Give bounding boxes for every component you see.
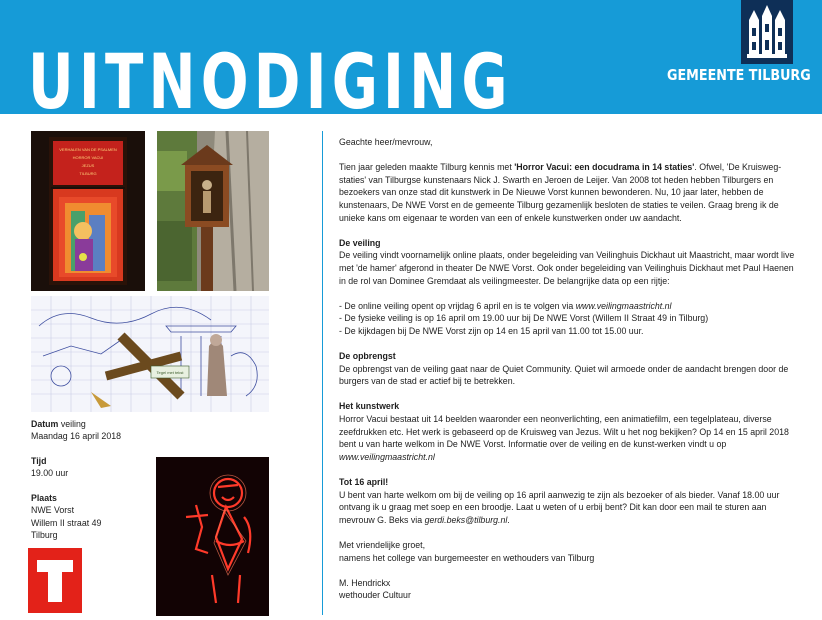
closing [339,539,799,564]
opbrengst-heading: De opbrengst [339,351,396,362]
email-link[interactable]: gerdi.beks@tilburg.nl [424,514,508,525]
glass-text-4: TILBURG [79,171,97,176]
date-label-suffix: veiling [60,419,86,429]
list-item: - De kijkdagen bij De NWE Vorst zijn op 14 en 15 april van 11.00 tot 15.00 uur. [339,325,644,336]
place-line-2: Willem II straat 49 [31,517,102,528]
opbrengst-text: De opbrengst van de veiling gaat naar de Quiet Community. Quiet wil armoede onder de aandacht brengen door de burgers van de stad er actief bij te betrekken. [339,363,789,387]
glass-text-1: VERHALEN VAN DE PSALMEN [59,147,117,152]
time-value: 19.00 uur [31,468,69,479]
intro-paragraph: Tien jaar geleden maakte Tilburg kennis met 'Horror Vacui: een docudrama in 14 staties'. Ofwel, 'De Kruisweg-staties' van Tilburgse kunstenaars Nick J. Swarth en Jeroen de Leijer. Van 2008 tot heden hebben Tilburgers en bezoekers van onze stad dit kunstwerk in De Nieuwe Vorst kunnen bewonderen. Nu, 10 jaar later, hebben de kunstenaars, De NWE Vorst en de gemeente Tilburg gezamenlijk besloten de staties te veilen. Graag breng ik de unieke kans om eigenaar te worden van een of enkele kunstwerken onder uw aandacht. [339,162,782,223]
veiling-text: De veiling vindt voornamelijk online plaats, onder begeleiding van Veilinghuis Dickhaut uit Maastricht, maar wordt live met 'de hamer' afgerond in theater De NWE Vorst. Ook onder begeleiding van Veilinghuis Dickhaut met Paul Haenen in de rol van Dominee Gremdaat als veilingmeester. De belangrijke data op een rijtje: [339,250,795,286]
opbrengst-section [339,350,799,388]
date-label: Datum [31,419,59,429]
date-label-line [31,418,121,430]
key-dates-list [339,300,799,338]
veiling-section [339,237,799,287]
tile-banner-text: Tegel met tekst [156,370,184,375]
signer-title: wethouder Cultuur [339,590,411,601]
page-title: UITNODIGING [28,37,513,126]
kunstwerk-section [339,400,799,463]
april-section: Tot 16 april! U bent van harte welkom om bij de veiling op 16 april aanwezig te zijn als bezoeker of als bieder. Vanaf 18.00 uur ontvang ik u graag met soep en een broodje. Laat u weten of u erbij bent? Dit kan door een mail te sturen aan mevrouw G. Beks via gerdi.beks@tilburg.nl. [339,476,799,526]
tile-drawing-image [31,296,269,412]
list-item: - De fysieke veiling is op 16 april om 19.00 uur bij De NWE Vorst (Willem II Straat 49 in Tilburg) [339,313,709,324]
time-label: Tijd [31,456,47,466]
glass-text-3: JEZUS [81,163,95,168]
veiling-link[interactable]: www.veilingmaastricht.nl [575,300,672,311]
april-heading: Tot 16 april! [339,477,389,488]
place-line-1: NWE Vorst [31,505,75,516]
organization-name: GEMEENTE TILBURG [667,66,811,84]
signature [339,577,799,602]
event-date-block [31,418,121,443]
vertical-divider [322,131,323,615]
veiling-heading: De veiling [339,237,381,248]
signer-name: M. Hendrickx [339,577,391,588]
date-value: Maandag 16 april 2018 [31,431,121,442]
kunstwerk-link[interactable]: www.veilingmaastricht.nl [339,451,435,462]
wooden-shrine-image [157,131,269,291]
kunstwerk-heading: Het kunstwerk [339,401,400,412]
tilburg-t-logo-icon [28,548,82,613]
april-text: U bent van harte welkom om bij de veiling op 16 april aanwezig te zijn als bezoeker of als bieder. Vanaf 18.00 uur ontvang ik u graag met soep en een broodje. Laat u weten of u erbij bent? Dit kan door een mail te sturen aan mevrouw G. Beks via [339,489,780,525]
closing-line-2: namens het college van burgemeester en wethouders van Tilburg [339,552,595,563]
closing-line-1: Met vriendelijke groet, [339,540,426,550]
letter-body [339,136,799,615]
salutation: Geachte heer/mevrouw, [339,137,433,147]
list-item: - De online veiling opent op vrijdag 6 april en is te volgen via www.veilingmaastricht.nl [339,300,672,311]
gemeente-tilburg-logo-icon [741,0,793,64]
neon-figure-image [156,457,269,616]
glass-text-2: HORROR VACUI [72,155,104,160]
place-line-3: Tilburg [31,530,58,541]
event-place-block [31,492,101,542]
event-time-block [31,455,68,480]
header-banner [0,0,822,126]
stained-glass-image [31,131,145,291]
place-label: Plaats [31,493,57,503]
kunstwerk-text: Horror Vacui bestaat uit 14 beelden waaronder een neonverlichting, een animatiefilm, een tegelplateau, diverse zeefdrukken etc. Het werk is gebaseerd op de Kruisweg van Jezus. Wilt u het nog bekijken? Op 14 en 15 april 2018 bent u van harte welkom in De NWE Vorst. Informatie over de veiling en de kunst-werken vindt u op [339,414,789,450]
